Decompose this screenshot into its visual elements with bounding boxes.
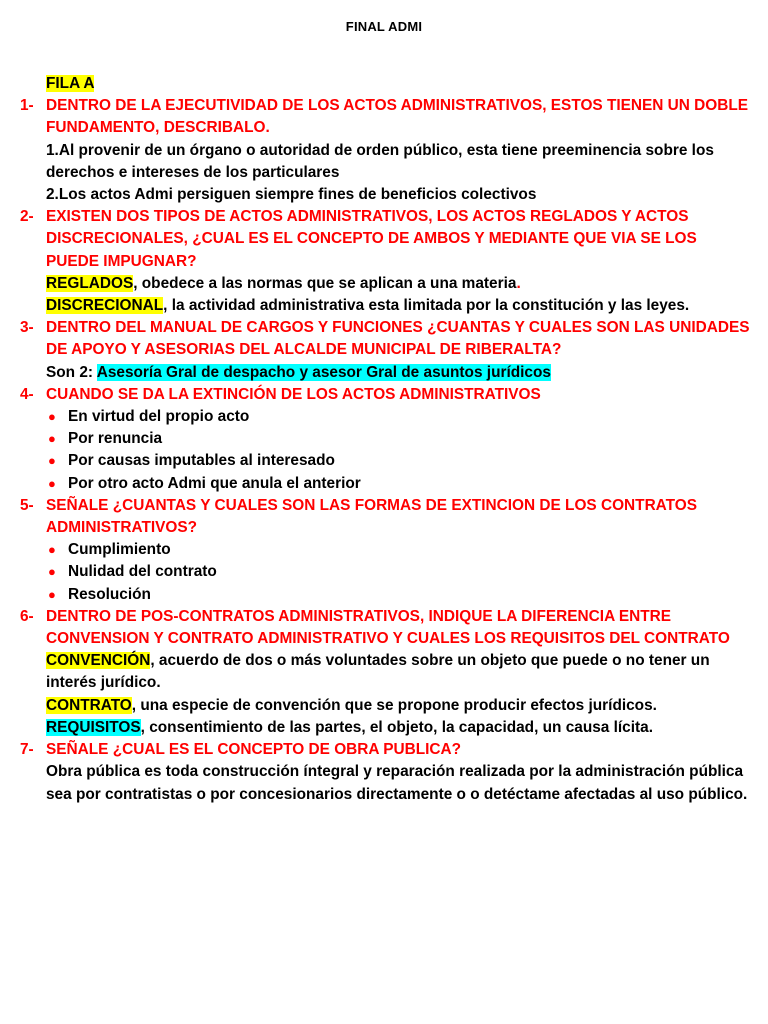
list-item: ● Resolución — [46, 584, 750, 606]
document-header: FINAL ADMI — [345, 19, 423, 34]
question-number: 4- — [20, 385, 34, 403]
question-number: 1- — [20, 97, 34, 115]
answer-5-list — [20, 539, 750, 606]
question-text: CUANDO SE DA LA EXTINCIÓN DE LOS ACTOS ADMINISTRATIVOS — [46, 385, 541, 403]
question-1 — [20, 95, 750, 139]
question-number: 2- — [20, 208, 34, 226]
answer-1-part-1: 1.Al provenir de un órgano o autoridad de orden público, esta tiene preeminencia sobre los derechos e intereses de los particulares — [46, 141, 714, 181]
list-item: ● Cumplimiento — [46, 539, 750, 561]
list-item: ● Por otro acto Admi que anula el anterior — [46, 473, 750, 495]
answer-prefix: Son 2: — [46, 363, 97, 381]
answer-4-list — [20, 406, 750, 495]
term-convencion: CONVENCIÓN — [46, 652, 151, 670]
bullet-dot-icon: ● — [48, 409, 56, 425]
definition-end: . — [516, 274, 521, 292]
definition-convencion: , acuerdo de dos o más voluntades sobre un objeto que puede o no tener un interés jurídico. — [46, 652, 710, 692]
question-text: SEÑALE ¿CUANTAS Y CUALES SON LAS FORMAS DE EXTINCION DE LOS CONTRATOS ADMINISTRATIVOS? — [46, 496, 698, 537]
bullet-dot-icon: ● — [48, 564, 56, 580]
question-text: EXISTEN DOS TIPOS DE ACTOS ADMINISTRATIVOS, LOS ACTOS REGLADOS Y ACTOS DISCRECIONALES, ¿CUAL ES EL CONCEPTO DE AMBOS Y MEDIANTE QUE VIA SE LOS PUEDE IMPUGNAR? — [46, 208, 697, 270]
question-4 — [20, 384, 750, 406]
fila-label: FILA A — [46, 75, 95, 92]
bullet-dot-icon: ● — [48, 475, 56, 491]
question-text: DENTRO DE POS-CONTRATOS ADMINISTRATIVOS, INDIQUE LA DIFERENCIA ENTRE CONVENSION Y CONTRATO ADMINISTRATIVO Y CUALES LOS REQUISITOS DEL CONTRATO — [46, 607, 730, 648]
question-number: 6- — [20, 607, 34, 625]
term-discrecional: DISCRECIONAL — [46, 297, 164, 315]
term-requisitos: REQUISITOS — [46, 718, 141, 736]
document-body — [20, 73, 750, 806]
bullet-dot-icon: ● — [48, 431, 56, 447]
list-item: ● Nulidad del contrato — [46, 561, 750, 583]
answer-7: Obra pública es toda construcción íntegral y reparación realizada por la administración pública sea por contratistas o por concesionarios directamente o o detéctame afectadas al uso público. — [46, 763, 748, 803]
definition-discrecional: , la actividad administrativa esta limitada por la constitución y las leyes. — [163, 297, 690, 315]
list-item: ● Por causas imputables al interesado — [46, 450, 750, 472]
fila-label-row — [20, 73, 750, 95]
question-3 — [20, 317, 750, 361]
bullet-dot-icon: ● — [48, 542, 56, 558]
question-text: SEÑALE ¿CUAL ES EL CONCEPTO DE OBRA PUBLICA? — [46, 741, 462, 759]
question-number: 3- — [20, 319, 34, 337]
question-5 — [20, 495, 750, 539]
answer-6-contrato — [20, 695, 750, 717]
answer-highlight: Asesoría Gral de despacho y asesor Gral de asuntos jurídicos — [96, 363, 551, 381]
bullet-dot-icon: ● — [48, 453, 56, 469]
question-text: DENTRO DEL MANUAL DE CARGOS Y FUNCIONES ¿CUANTAS Y CUALES SON LAS UNIDADES DE APOYO Y ASESORIAS DEL ALCALDE MUNICIPAL DE RIBERALTA? — [46, 319, 750, 359]
term-contrato: CONTRATO — [46, 696, 132, 714]
list-item: ● Por renuncia — [46, 428, 750, 450]
answer-2-discrecional — [20, 295, 750, 317]
question-6 — [20, 606, 750, 650]
definition-requisitos: , consentimiento de las partes, el objeto, la capacidad, un causa lícita. — [140, 718, 653, 736]
definition-reglados: , obedece a las normas que se aplican a una materia — [133, 274, 517, 292]
bullet-dot-icon: ● — [48, 586, 56, 602]
question-number: 7- — [20, 741, 34, 759]
question-number: 5- — [20, 496, 34, 514]
list-item: ● En virtud del propio acto — [46, 406, 750, 428]
answer-6-convencion — [20, 650, 750, 694]
answer-1-part-2: 2.Los actos Admi persiguen siempre fines de beneficios colectivos — [46, 186, 537, 204]
question-text: DENTRO DE LA EJECUTIVIDAD DE LOS ACTOS ADMINISTRATIVOS, ESTOS TIENEN UN DOBLE FUNDAMENTO, DESCRIBALO. — [46, 97, 749, 137]
answer-3 — [20, 362, 750, 384]
definition-contrato: , una especie de convención que se propone producir efectos jurídicos. — [131, 696, 657, 714]
answer-6-requisitos — [20, 717, 750, 739]
question-2 — [20, 206, 750, 273]
answer-2-reglados — [20, 273, 750, 295]
term-reglados: REGLADOS — [46, 274, 134, 292]
question-7 — [20, 739, 750, 761]
